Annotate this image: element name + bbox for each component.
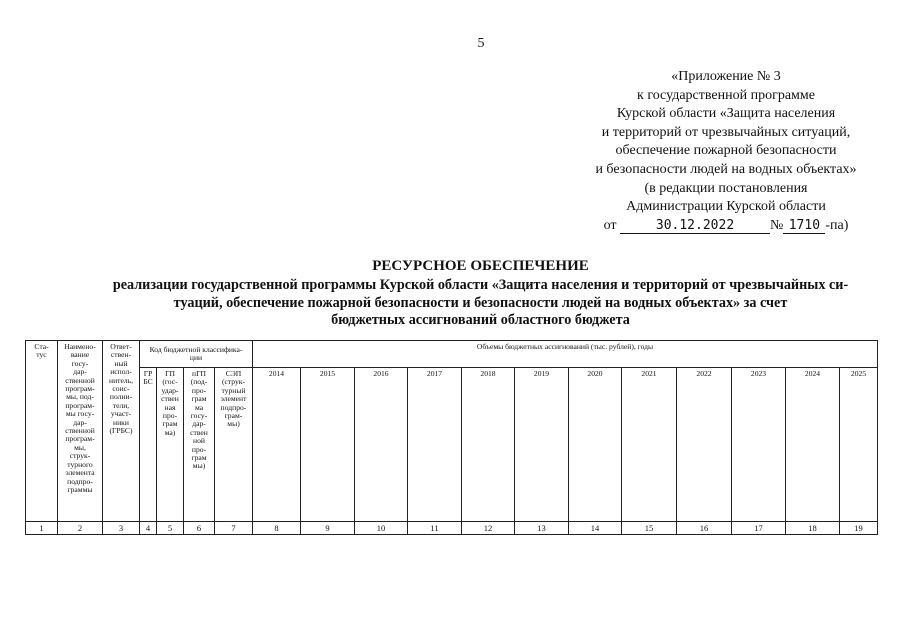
column-number: 10 [355,522,408,535]
header-year: 2021 [622,368,677,522]
column-number: 18 [786,522,840,535]
header-year: 2014 [253,368,301,522]
column-number: 9 [301,522,355,535]
column-number: 13 [515,522,569,535]
header-year: 2016 [355,368,408,522]
column-number: 5 [157,522,184,535]
appendix-block [520,68,905,235]
heading-line: бюджетных ассигнований областного бюджета [331,312,630,329]
decree-date: 30.12.2022 [620,219,770,234]
header-name: Наимено- вание госу- дар- ственной програм- мы, под- програм- мы госу- дар- ственной програм- мы, струк- турного элемента подпро- граммы [58,341,103,522]
heading-line: туаций, обеспечение пожарной безопасности и безопасности людей на водных объектах» за счет [173,294,788,311]
header-pgp: пГП (под- про- грам ма госу- дар- ствен ной про- грам мы) [184,368,215,522]
header-sep: СЭП (струк- турный элемент подпро- грам- мы) [215,368,253,522]
column-number: 4 [140,522,157,535]
header-year: 2024 [786,368,840,522]
column-number: 2 [58,522,103,535]
column-number: 19 [840,522,878,535]
heading-title: РЕСУРСНОЕ ОБЕСПЕЧЕНИЕ [372,258,589,274]
header-gp: ГП (гос- удар- ствен ная про- грам ма) [157,368,184,522]
decree-date-line [520,217,905,236]
column-number: 11 [408,522,462,535]
header-year: 2022 [677,368,732,522]
appendix-line: (в редакции постановления [644,180,808,196]
decree-number: 1710 [783,219,825,234]
column-number: 1 [26,522,58,535]
column-number: 3 [103,522,140,535]
header-status: Ста- тус [26,341,58,522]
number-suffix: -па) [825,217,849,233]
appendix-line: к государственной программе [637,87,815,103]
header-year: 2025 [840,368,878,522]
column-number: 12 [462,522,515,535]
appendix-line: обеспечение пожарной безопасности [615,143,837,159]
appendix-line: Администрации Курской области [626,199,826,215]
header-year: 2015 [301,368,355,522]
header-year: 2023 [732,368,786,522]
page-number: 5 [477,36,485,51]
header-amounts-group: Объемы бюджетных ассигнований (тыс. рублей), годы [253,341,878,368]
header-year: 2019 [515,368,569,522]
header-year: 2018 [462,368,515,522]
header-executor: Ответ- ствен- ный испол- нитель, соис- полни- тели, участ- ники (ГРБС) [103,341,140,522]
header-year: 2020 [569,368,622,522]
resource-table [25,340,878,535]
column-number: 15 [622,522,677,535]
number-prefix: № [770,217,784,233]
heading-line: реализации государственной программы Курской области «Защита населения и территорий от чрезвычайных си- [112,276,849,293]
column-number: 16 [677,522,732,535]
header-year: 2017 [408,368,462,522]
appendix-line: «Приложение № 3 [671,69,781,84]
column-number: 14 [569,522,622,535]
document-heading [60,258,901,330]
appendix-line: и безопасности людей на водных объектах» [595,161,857,177]
column-number-row [26,522,878,535]
header-budget-group: Код бюджетной классифика- ции [140,341,253,368]
column-number: 6 [184,522,215,535]
column-number: 8 [253,522,301,535]
appendix-line: Курской области «Защита населения [616,106,836,122]
date-prefix: от [603,217,617,233]
appendix-line: и территорий от чрезвычайных ситуаций, [601,124,851,140]
column-number: 17 [732,522,786,535]
column-number: 7 [215,522,253,535]
header-grbs: ГР БС [140,368,157,522]
